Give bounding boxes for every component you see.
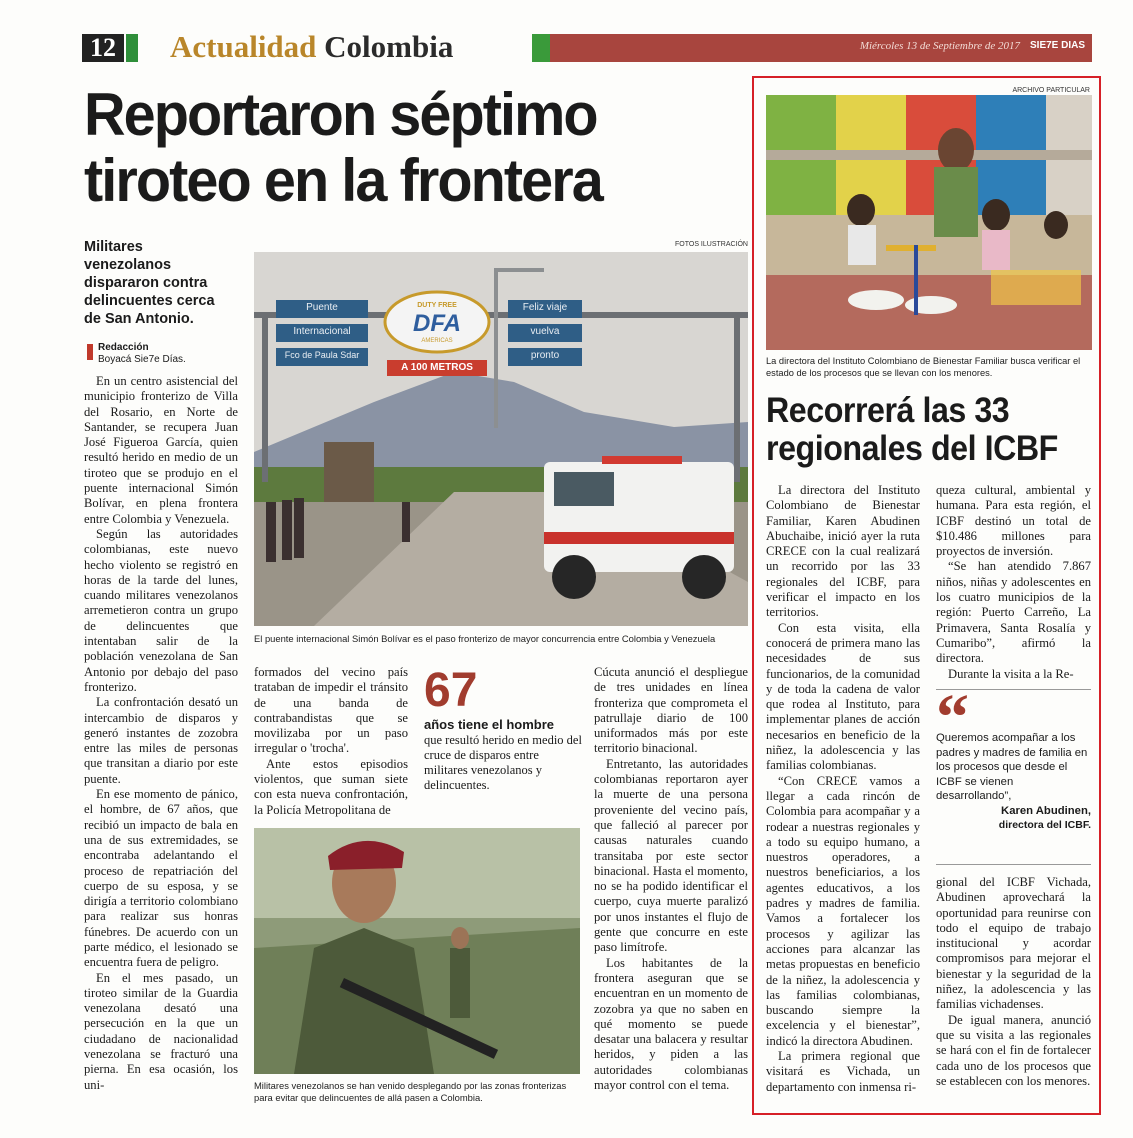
paragraph: La confrontación desató un intercambio de disparos y generó instantes de zozobra entre las miles de personas que transitan a diario por este puente. — [84, 695, 238, 786]
paragraph: formados del vecino país trataban de impedir el tránsito de una banda de contrabandistas que se movilizaba por un paso irregular o 'trocha'. — [254, 665, 408, 756]
photo-credit-main: FOTOS ILUSTRACIÓN — [675, 241, 748, 248]
paragraph: Durante la visita a la Re- — [948, 666, 1074, 681]
section-label: Actualidad — [170, 29, 317, 64]
paragraph: En ese momento de pánico, el hombre, de 67 años, que recibió un impacto de bala en una de sus extremidades, se encontraba adelantando el proceso de repatriación del cuerpo de su esposa, y se dirigía a territorio colombiano para realizar sus honras fúnebres. De acuerdo con un parte médico, el lesionado se encuentra fuera de peligro. — [84, 787, 238, 970]
photo-credit-side: ARCHIVO PARTICULAR — [1012, 87, 1090, 94]
main-col-2 — [254, 665, 408, 818]
paragraph: Con esta visita, ella conocerá de primera mano las necesidades de sus funcionarios, de la comunidad y de toda la cadena de valor que rodea al Instituto, para implementar planes de acción necesarios en beneficio de la niñez, la adolescencia y las familias colombianas. — [766, 620, 920, 773]
bridge-photo — [254, 252, 748, 626]
quote-author: Karen Abudinen, — [1001, 804, 1091, 817]
soldier-photo-graphic — [254, 828, 580, 1074]
quote-text: Queremos acompañar a los padres y madres de familia en los procesos que desde el ICBF se vienen desarrollando”, — [936, 732, 1088, 802]
header-brand: SIE7E DIAS — [1030, 40, 1086, 51]
caption-bridge: El puente internacional Simón Bolívar es el paso fronterizo de mayor concurrencia entre Colombia y Venezuela — [254, 633, 716, 644]
paragraph: gional del ICBF Vichada, Abudinen aprovechará la oportunidad para reunirse con todo el equipo de trabajo institucional y acordar compromisos para mejorar el bienestar y la seguridad de la niñez, la adolescencia y las familias vichadenses. — [936, 875, 1091, 1012]
paragraph: “Se han atendido 7.867 niños, niñas y adolescentes en los cuatro municipios de la región: Puerto Carreño, La Primavera, Santa Rosalía y Cumaribo”, afirmó la directora. — [936, 559, 1091, 666]
side-quote-rule-bottom — [936, 864, 1091, 865]
pull-stat-number: 67 — [424, 664, 478, 717]
paragraph: Ante estos episodios violentos, que suman siete con esta nueva confrontación, la Policía Metropolitana de — [254, 756, 408, 817]
side-col-b-top — [936, 483, 1091, 682]
subsection-label: Colombia — [324, 29, 454, 64]
page-number: 12 — [90, 33, 116, 62]
paragraph: “Con CRECE vamos a llegar a cada rincón de Colombia para acompañar y a rodear a nuestras regionales y a todo su equipo humano, a nuestros operadores, a nuestros beneficiarios, a los agentes educativos, a los padres y madres de familia. Vamos a fortalecer los procesos y agilizar las acciones para alcanzar las metas propuestas en beneficio de la niñez, la adolescencia y las familias colombianas, buscando siempre la excelencia y el bienestar”, indicó la directora Abudinen. — [766, 773, 920, 1048]
sign-left-2: Internacional — [293, 326, 351, 337]
paragraph: En un centro asistencial del municipio fronterizo de Villa del Rosario, en Norte de Santander, se recupera Juan José Figueroa García, quien resultó herido en medio de un tiroteo que se produjo en el puente internacional Simón Bolívar, en plena frontera entre Colombia y Venezuela. — [84, 374, 238, 526]
side-headline — [766, 392, 1070, 468]
paragraph: Entretanto, las autoridades colombianas reportaron ayer la muerte de una persona proveniente del vecino país, que falleció al parecer por causas naturales cuando transitaba por este sector binacional. Hasta el momento, no se ha podido identificar el cuerpo, cuya muerte paralizó por unos instantes el flujo de gente que concurre en este paso limítrofe. — [594, 756, 748, 955]
side-col-a — [766, 483, 920, 1095]
sign-left-1: Puente — [306, 302, 338, 313]
paragraph: Según las autoridades colombianas, este nuevo hecho violento se registró en horas de la tarde del lunes, cuando militares venezolanos arremetieron contra un grupo de delincuentes que intentaban salir de la población venezolana de San Antonio por debajo del paso fronterizo. — [84, 526, 238, 694]
paragraph: De igual manera, anunció que su visita a las regionales se hará con el fin de fortalecer cada uno de los procesos que se establecen con los menores. — [936, 1012, 1091, 1088]
side-headline-line-1: Recorrerá las 33 — [766, 391, 1010, 430]
side-quote — [936, 731, 1091, 833]
sign-right-2: vuelva — [530, 326, 560, 337]
sign-right-3: pronto — [530, 350, 560, 361]
pull-stat — [424, 665, 584, 793]
main-headline — [84, 82, 718, 214]
main-col-4 — [594, 665, 748, 1093]
paragraph: queza cultural, ambiental y humana. Para esta región, el ICBF destinó un total de $10.486 millones para proyectos de inversión. — [936, 483, 1091, 559]
classroom-photo-graphic — [766, 95, 1092, 350]
main-lead: Militares venezolanos dispararon contra delincuentes cerca de San Antonio. — [84, 239, 215, 327]
pull-stat-title: años tiene el hombre — [424, 717, 555, 732]
byline-marker — [87, 344, 93, 360]
headline-line-1: Reportaron séptimo — [84, 81, 597, 148]
headline-line-2: tiroteo en la frontera — [84, 147, 602, 214]
sign-right-1: Feliz viaje — [522, 302, 568, 313]
main-col-1 — [84, 374, 238, 1093]
sign-center-logo: DFA — [413, 310, 461, 337]
paragraph: Los habitantes de la frontera aseguran que se encuentran en un momento de zozobra ya que no saben en qué momento se puede desatar una balacera y resultar heridos, y piden a las autoridades colombianas mayor control con el tema. — [594, 955, 748, 1093]
sign-left-3: Fco de Paula Sdar — [284, 350, 360, 360]
soldier-photo — [254, 828, 580, 1074]
paragraph: La directora del Instituto Colombiano de Bienestar Familiar, Karen Abudinen Abuchaibe, inició ayer la ruta CRECE con la cual realizará un recorrido por las 33 regionales del ICBF, para verificar el impacto en los territorios. — [766, 483, 920, 620]
green-marker — [126, 34, 138, 62]
byline-name: Boyacá Sie7e Días. — [98, 354, 186, 365]
header-green-bar — [532, 34, 550, 62]
byline-role: Redacción — [98, 342, 149, 353]
sign-center-sub: AMERICAS — [421, 338, 453, 344]
sign-center-small: DUTY FREE — [417, 302, 457, 309]
quote-role: directora del ICBF. — [998, 819, 1091, 831]
byline — [98, 342, 238, 366]
section-title — [170, 28, 453, 66]
sign-banner: A 100 METROS — [401, 362, 473, 373]
side-col-b-bottom — [936, 875, 1091, 1089]
caption-soldier: Militares venezolanos se han venido desplegando por las zonas fronterizas para evitar que delincuentes de allá pasen a Colombia. — [254, 1080, 567, 1103]
side-headline-line-2: regionales del ICBF — [766, 429, 1058, 468]
paragraph: Cúcuta anunció el despliegue de tres unidades en línea fronteriza que comprometa el patrullaje diario de 100 uniformados más por este territorio binacional. — [594, 665, 748, 756]
paragraph: En el mes pasado, un tiroteo similar de la Guardia venezolana desató una persecución en la que un ciudadano de nacionalidad venezolana se fracturó una pierna. En esa ocasión, los uni- — [84, 970, 238, 1092]
caption-classroom: La directora del Instituto Colombiano de Bienestar Familiar busca verificar el estado de los procesos que se llevan con los menores. — [766, 356, 1081, 378]
classroom-photo — [766, 95, 1092, 350]
quote-mark: “ — [936, 681, 969, 754]
header-date: Miércoles 13 de Septiembre de 2017 — [859, 40, 1020, 52]
pull-stat-text: que resultó herido en medio del cruce de disparos entre militares venezolanos y delincuentes. — [424, 733, 582, 792]
paragraph: La primera regional que visitará es Vichada, un departamento con inmensa ri- — [766, 1048, 920, 1094]
